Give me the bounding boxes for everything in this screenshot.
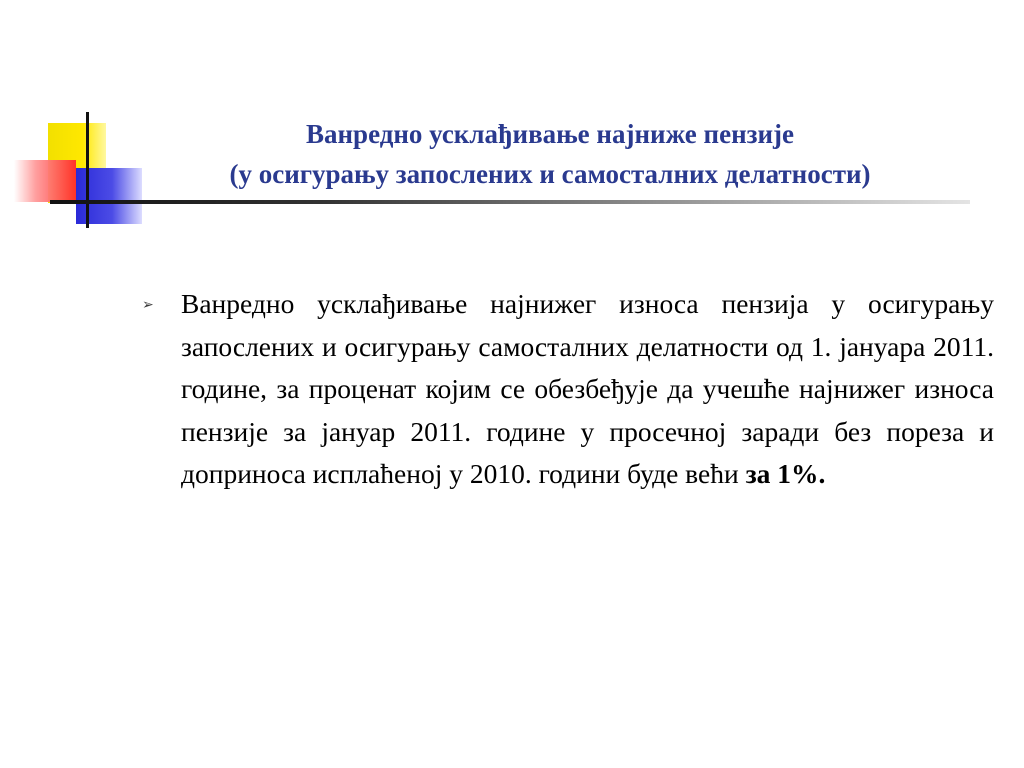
slide-title-line-2: (у осигурању запослених и самосталних делатности) <box>229 159 871 189</box>
bullet-paragraph-emphasis: за 1%. <box>745 458 826 489</box>
vertical-rule-decoration <box>86 112 89 228</box>
blue-square-decoration <box>76 168 142 224</box>
slide-title-line-1: Ванредно усклађивање најниже пензије <box>305 119 795 149</box>
arrow-bullet-icon: ➢ <box>142 297 154 313</box>
bullet-paragraph <box>181 283 994 496</box>
red-square-decoration <box>14 160 76 202</box>
yellow-square-decoration <box>48 123 106 203</box>
bullet-paragraph-text: Ванредно усклађивање најнижег износа пензија у осигурању запослених и осигурању самосталних делатности од 1. јануара 2011. године, за проценат којим се обезбеђује да учешће најнижег износа пензије за јануар 2011. године у просечној заради без пореза и доприноса исплаћеној у 2010. години буде већи <box>181 288 994 489</box>
title-underline-rule <box>50 200 970 204</box>
slide-title <box>150 114 950 194</box>
